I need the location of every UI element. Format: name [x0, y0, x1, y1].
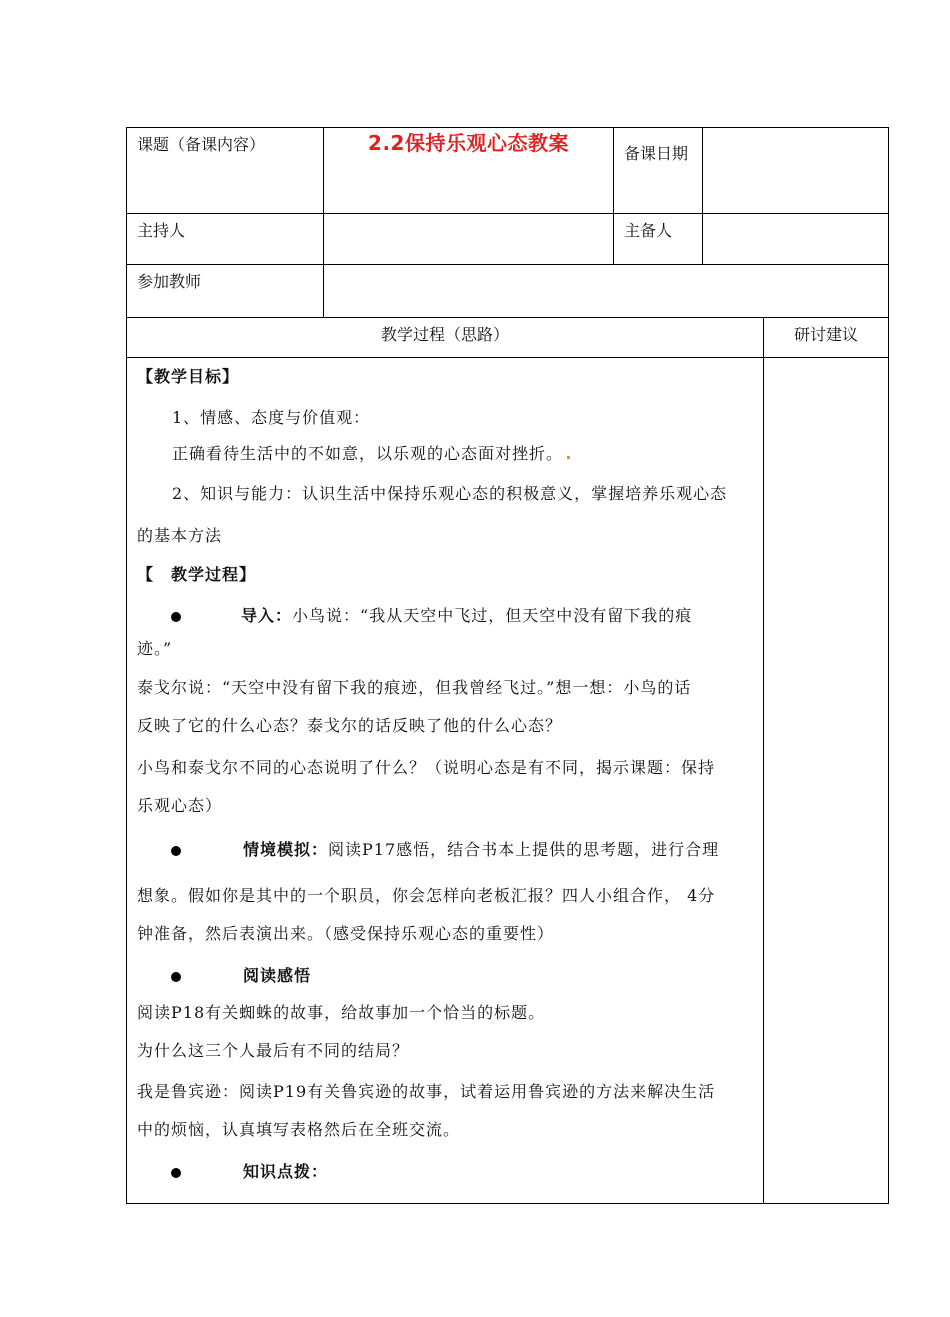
date-label-cell	[614, 128, 703, 214]
lesson-plan-table	[126, 127, 889, 1204]
date-value-cell[interactable]	[703, 128, 889, 214]
date-label: 备课日期	[624, 144, 689, 163]
objective-1: 1、情感、态度与价值观：	[172, 408, 371, 427]
topic-row	[127, 128, 889, 214]
teachers-label: 参加教师	[137, 272, 202, 291]
simulation-text2: 想象。假如你是其中的一个职员，你会怎样向老板汇报？四人小组合作， 4分	[137, 886, 716, 905]
intro-label: 导入：	[241, 606, 293, 625]
host-label: 主持人	[137, 221, 186, 240]
bullet-icon	[171, 612, 181, 622]
process-heading: 【 教学过程】	[137, 565, 257, 584]
suggestion-header-cell	[764, 318, 889, 358]
suggestion-header: 研讨建议	[793, 325, 858, 344]
reading-line2: 为什么这三个人最后有不同的结局？	[137, 1041, 410, 1060]
host-value	[324, 214, 613, 220]
tagore-line2: 反映了它的什么心态？泰戈尔的话反映了他的什么心态？	[137, 716, 563, 735]
simulation-label: 情境模拟：	[243, 840, 329, 859]
host-row	[127, 214, 889, 265]
teachers-row	[127, 265, 889, 318]
column-header-row	[127, 318, 889, 358]
simulation-text1: 阅读P17感悟，结合书本上提供的思考题，进行合理	[328, 840, 720, 859]
difference-line1: 小鸟和泰戈尔不同的心态说明了什么？（说明心态是有不同，揭示课题：保持	[137, 758, 716, 777]
host-value-cell[interactable]	[324, 214, 614, 265]
reading-line4: 中的烦恼，认真填写表格然后在全班交流。	[137, 1120, 461, 1139]
bullet-icon	[171, 846, 181, 856]
content-row	[127, 358, 889, 1204]
teachers-value	[324, 265, 888, 271]
marker-dot	[567, 456, 570, 459]
title-cell	[324, 128, 614, 214]
intro-text1: 小鸟说：“我从天空中飞过，但天空中没有留下我的痕	[292, 606, 693, 625]
objective-1-detail: 正确看待生活中的不如意，以乐观的心态面对挫折。	[172, 444, 564, 463]
teachers-value-cell[interactable]	[324, 265, 889, 318]
bullet-icon	[171, 1168, 181, 1178]
process-content-cell	[127, 358, 764, 1204]
bullet-icon	[171, 972, 181, 982]
objective-2-line1: 2、知识与能力：认识生活中保持乐观心态的积极意义，掌握培养乐观心态	[172, 484, 728, 503]
tagore-line1: 泰戈尔说：“天空中没有留下我的痕迹，但我曾经飞过。”想一想：小鸟的话	[137, 678, 692, 697]
reading-line1: 阅读P18有关蜘蛛的故事，给故事加一个恰当的标题。	[137, 1003, 546, 1022]
intro-text2: 迹。”	[137, 639, 173, 658]
reading-label: 阅读感悟	[243, 966, 312, 985]
reading-line3: 我是鲁宾逊：阅读P19有关鲁宾逊的故事，试着运用鲁宾逊的方法来解决生活	[137, 1082, 716, 1101]
simulation-text3: 钟准备，然后表演出来。（感受保持乐观心态的重要性）	[137, 924, 555, 943]
process-header: 教学过程（思路）	[380, 325, 509, 344]
preparer-value	[703, 214, 888, 220]
topic-label-cell	[127, 128, 324, 214]
preparer-value-cell[interactable]	[703, 214, 889, 265]
difference-line2: 乐观心态）	[137, 796, 223, 815]
preparer-label: 主备人	[624, 221, 673, 240]
lesson-title: 2.2保持乐观心态教案	[368, 131, 569, 155]
date-value	[703, 128, 888, 134]
preparer-label-cell	[614, 214, 703, 265]
objective-2-line2: 的基本方法	[137, 526, 223, 545]
suggestion-content-cell[interactable]	[764, 358, 889, 1204]
teachers-label-cell	[127, 265, 324, 318]
process-header-cell	[127, 318, 764, 358]
host-label-cell	[127, 214, 324, 265]
objectives-heading: 【教学目标】	[137, 367, 240, 386]
topic-label: 课题（备课内容）	[137, 135, 266, 154]
knowledge-label: 知识点拨：	[243, 1162, 329, 1181]
